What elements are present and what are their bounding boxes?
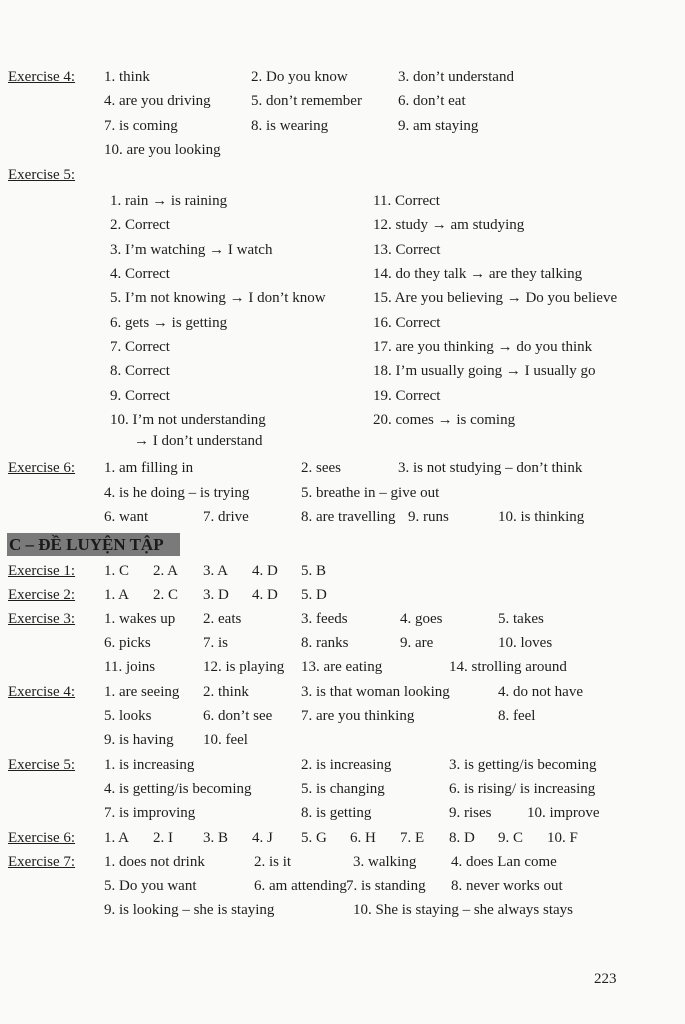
answer: 10. F xyxy=(547,830,578,846)
answer: 4. Correct xyxy=(110,266,170,282)
answer: 6. is rising/ is increasing xyxy=(449,781,596,797)
answer: 19. Correct xyxy=(373,388,441,404)
answer: 7. is xyxy=(203,635,229,651)
answer: 3. feeds xyxy=(301,611,348,627)
answer: 4. D xyxy=(252,587,278,603)
answer: 1. A xyxy=(104,830,130,846)
answer: 7. is standing xyxy=(346,878,426,894)
answer: 7. are you thinking xyxy=(301,708,415,724)
answer: 8. is wearing xyxy=(251,118,329,134)
answer: 8. feel xyxy=(498,708,536,724)
answer: 6. want xyxy=(104,509,149,525)
answer: 5. G xyxy=(301,830,327,846)
answer: 2. Correct xyxy=(110,217,170,233)
answer: 8. are travelling xyxy=(301,509,396,525)
answer: 9. is having xyxy=(104,732,174,748)
exercise-label: Exercise 3: xyxy=(8,611,76,627)
answer: 4. is he doing – is trying xyxy=(104,485,250,501)
answer: 18. I’m usually going → I usually go xyxy=(373,363,596,379)
answer: 10. feel xyxy=(203,732,248,748)
answer: 12. study → am studying xyxy=(373,217,525,233)
answer: 20. comes → is coming xyxy=(373,412,516,428)
answer: 1. A xyxy=(104,587,130,603)
answer: 9. runs xyxy=(408,509,449,525)
answer: 9. am staying xyxy=(398,118,479,134)
answer: 1. think xyxy=(104,69,150,85)
answer: 2. sees xyxy=(301,460,341,476)
answer: 7. Correct xyxy=(110,339,170,355)
answer: 2. is it xyxy=(254,854,292,870)
answer: 8. never works out xyxy=(451,878,563,894)
answer: 3. D xyxy=(203,587,229,603)
answer: 4. do not have xyxy=(498,684,583,700)
answer: 10. are you looking xyxy=(104,142,221,158)
answer: 9. C xyxy=(498,830,524,846)
answer: 16. Correct xyxy=(373,315,441,331)
answer: 5. looks xyxy=(104,708,152,724)
answer: 8. is getting xyxy=(301,805,372,821)
answer: 4. goes xyxy=(400,611,443,627)
answer: 3. A xyxy=(203,563,229,579)
answer: 9. is looking – she is staying xyxy=(104,902,275,918)
answer: 1. am filling in xyxy=(104,460,194,476)
answer: 3. is getting/is becoming xyxy=(449,757,597,773)
answer: 2. Do you know xyxy=(251,69,348,85)
answer: 6. don’t see xyxy=(203,708,273,724)
answer: 1. C xyxy=(104,563,130,579)
answer: 4. is getting/is becoming xyxy=(104,781,252,797)
answer: 9. Correct xyxy=(110,388,170,404)
exercise-label: Exercise 5: xyxy=(8,167,76,183)
answer: 13. are eating xyxy=(301,659,383,675)
answer: 5. I’m not knowing → I don’t know xyxy=(110,290,326,306)
exercise-label: Exercise 5: xyxy=(8,757,76,773)
answer: 6. gets → is getting xyxy=(110,315,228,331)
answer: 11. Correct xyxy=(373,193,440,209)
answer: 5. don’t remember xyxy=(251,93,362,109)
answer: 9. rises xyxy=(449,805,492,821)
answer: 12. is playing xyxy=(203,659,285,675)
answer: 7. E xyxy=(400,830,425,846)
answer: 2. A xyxy=(153,563,179,579)
exercise-label: Exercise 1: xyxy=(8,563,76,579)
answer: 2. is increasing xyxy=(301,757,392,773)
answer: 2. I xyxy=(153,830,173,846)
answer: 3. walking xyxy=(353,854,417,870)
answer: 2. C xyxy=(153,587,179,603)
answer: 5. B xyxy=(301,563,327,579)
answer: 1. wakes up xyxy=(104,611,176,627)
answer: 6. H xyxy=(350,830,376,846)
exercise-label: Exercise 2: xyxy=(8,587,76,603)
answer: 3. don’t understand xyxy=(398,69,514,85)
answer: 4. D xyxy=(252,563,278,579)
answer: 14. strolling around xyxy=(449,659,567,675)
answer: 1. does not drink xyxy=(104,854,205,870)
answer: 7. is improving xyxy=(104,805,196,821)
answer: 2. eats xyxy=(203,611,242,627)
answer: 6. am attending xyxy=(254,878,347,894)
page-number: 223 xyxy=(594,971,617,987)
answer: 10. She is staying – she always stays xyxy=(353,902,573,918)
answer: 3. is not studying – don’t think xyxy=(398,460,583,476)
answer: 7. is coming xyxy=(104,118,178,134)
answer: 6. picks xyxy=(104,635,151,651)
answer: 1. are seeing xyxy=(104,684,180,700)
exercise-label: Exercise 4: xyxy=(8,684,76,700)
exercise-label: Exercise 6: xyxy=(8,830,76,846)
answer: 8. Correct xyxy=(110,363,170,379)
answer: 4. does Lan come xyxy=(451,854,557,870)
answer: 10. improve xyxy=(527,805,600,821)
answer: 3. is that woman looking xyxy=(301,684,450,700)
answer: 5. Do you want xyxy=(104,878,197,894)
answer: 6. don’t eat xyxy=(398,93,466,109)
answer: 10. I’m not understanding xyxy=(110,412,266,428)
exercise-label: Exercise 4: xyxy=(8,69,76,85)
answer: 1. rain → is raining xyxy=(110,193,228,209)
exercise-label: Exercise 7: xyxy=(8,854,76,870)
answer: 8. ranks xyxy=(301,635,349,651)
section-title: C – ĐỀ LUYỆN TẬP xyxy=(7,533,180,556)
answer: 8. D xyxy=(449,830,475,846)
answer: 10. loves xyxy=(498,635,553,651)
answer: 15. Are you believing → Do you believe xyxy=(373,290,618,306)
answer: 3. B xyxy=(203,830,229,846)
answer: 5. D xyxy=(301,587,327,603)
answer: 1. is increasing xyxy=(104,757,195,773)
answer: 5. is changing xyxy=(301,781,385,797)
answer: 11. joins xyxy=(104,659,156,675)
answer: 5. takes xyxy=(498,611,544,627)
answer: 10. is thinking xyxy=(498,509,585,525)
answer: 14. do they talk → are they talking xyxy=(373,266,583,282)
exercise-label: Exercise 6: xyxy=(8,460,76,476)
answer: 5. breathe in – give out xyxy=(301,485,440,501)
answer: 13. Correct xyxy=(373,242,441,258)
answer: 3. I’m watching → I watch xyxy=(110,242,273,258)
answer: 7. drive xyxy=(203,509,249,525)
answer: 17. are you thinking → do you think xyxy=(373,339,593,355)
answer: 4. J xyxy=(252,830,273,846)
answer: 4. are you driving xyxy=(104,93,211,109)
answer: → I don’t understand xyxy=(134,433,263,449)
answer: 9. are xyxy=(400,635,434,651)
answer: 2. think xyxy=(203,684,249,700)
